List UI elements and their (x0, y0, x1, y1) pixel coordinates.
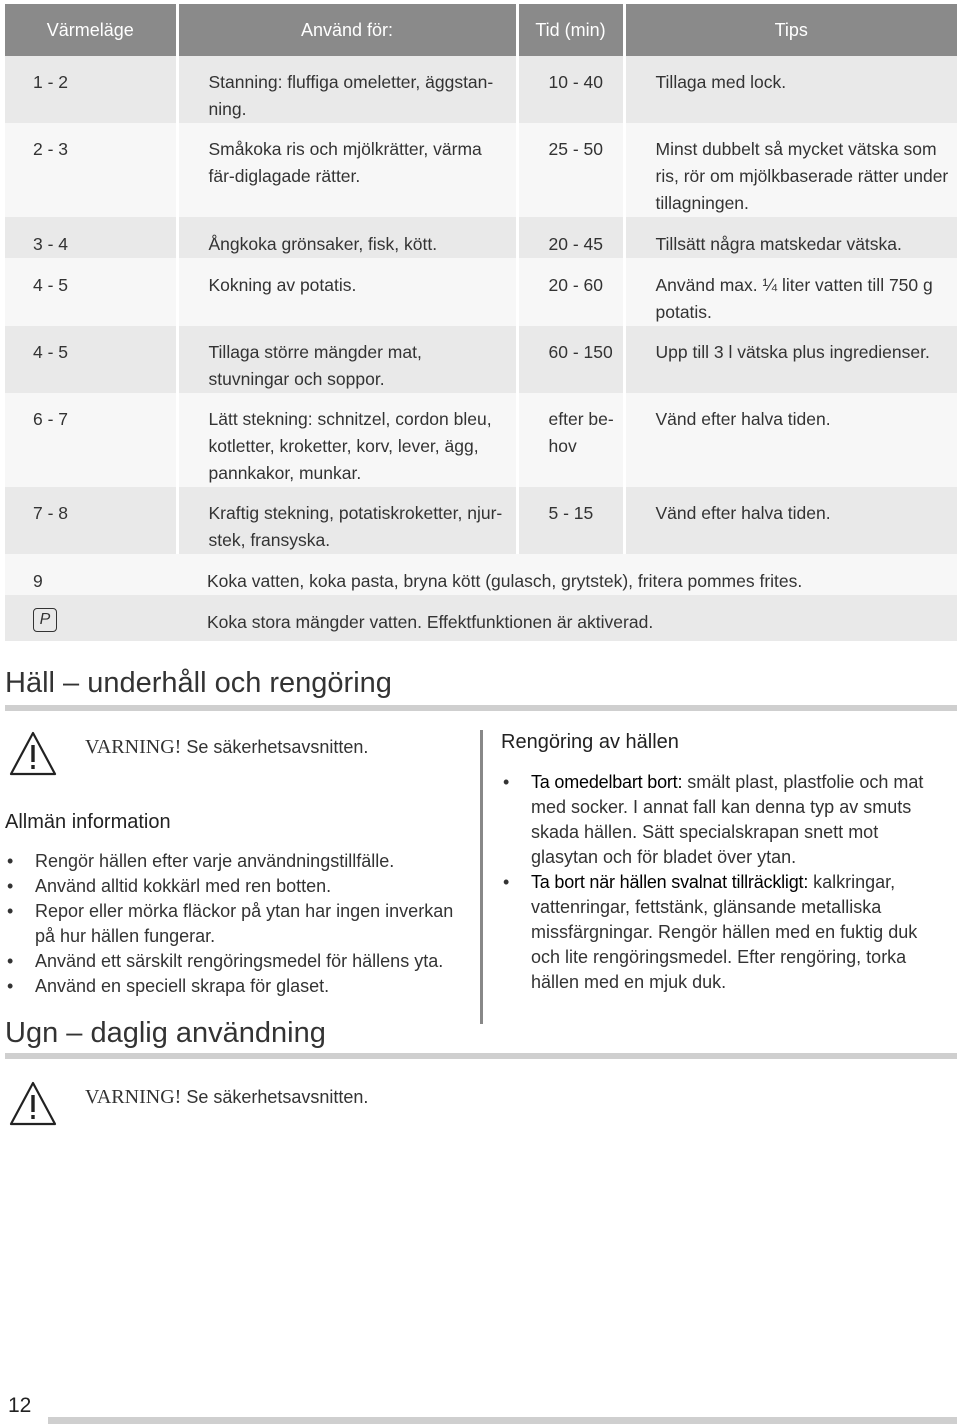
warning-triangle-icon (8, 1080, 58, 1128)
section-rule (5, 705, 957, 711)
item-text: smält plast, plastfolie och mat med socker. I annat fall kan denna typ av smuts skada hällen. Sätt specialskrapan snett mot glasytan och för bladet över ytan. (531, 772, 924, 867)
item-text: kalkringar, vattenringar, fettstänk, glänsande metalliska missfärgningar. Rengör hällen med en fuktig duk och lite rengöringsmedel. Efter rengöring, torka hällen med en mjuk duk. (531, 872, 918, 992)
warning-notice (5, 728, 475, 788)
general-info-title: Allmän information (5, 811, 171, 833)
cell-use: Ångkoka grönsaker, fisk, kött. (177, 217, 517, 258)
cell-time: 10 - 40 (517, 56, 624, 123)
warning-text (85, 1086, 368, 1109)
cell-tips: Vänd efter halva tiden. (624, 393, 957, 487)
list-item: • Använd ett särskilt rengöringsmedel för hällens yta. (5, 949, 465, 974)
cell-tips: Minst dubbelt så mycket vätska som ris, rör om mjölkbaserade rätter under tillagningen. (624, 123, 957, 217)
cell-level: 2 - 3 (5, 123, 177, 217)
section-title-oven-use: Ugn – daglig användning (5, 1017, 326, 1049)
table-row (5, 56, 957, 123)
heat-settings-table (5, 4, 957, 641)
list-item: • Använd en speciell skrapa för glaset. (5, 974, 465, 999)
cell-level: 7 - 8 (5, 487, 177, 554)
section-title-hob-care: Häll – underhåll och rengöring (5, 667, 392, 699)
cell-tips: Vänd efter halva tiden. (624, 487, 957, 554)
power-boost-icon: P (33, 608, 57, 632)
table-row (5, 595, 957, 641)
header-use: Använd för: (177, 4, 517, 56)
cell-tips: Tillsätt några matskedar vätska. (624, 217, 957, 258)
table-row (5, 487, 957, 554)
cell-use: Stanning: fluffiga omeletter, äggstan-ning. (177, 56, 517, 123)
table-row (5, 326, 957, 393)
list-item (501, 870, 946, 995)
cell-level: 4 - 5 (5, 326, 177, 393)
table-header-row (5, 4, 957, 56)
table-row (5, 217, 957, 258)
cleaning-list (501, 770, 946, 995)
cell-use: Koka vatten, koka pasta, bryna kött (gulasch, grytstek), fritera pommes frites. (177, 554, 957, 595)
warning-rest: Se säkerhetsavsnitten. (181, 1087, 369, 1107)
cell-tips: Tillaga med lock. (624, 56, 957, 123)
warning-word: VARNING! (85, 1086, 182, 1108)
cell-use: Koka stora mängder vatten. Effektfunktionen är aktiverad. (177, 595, 957, 641)
warning-word: VARNING! (85, 736, 182, 758)
cell-use: Småkoka ris och mjölkrätter, värma fär-diglagade rätter. (177, 123, 517, 217)
cell-time: 20 - 45 (517, 217, 624, 258)
cell-level: 1 - 2 (5, 56, 177, 123)
warning-text (85, 736, 368, 759)
header-time: Tid (min) (517, 4, 624, 56)
list-item (501, 770, 946, 870)
table-row (5, 258, 957, 326)
item-lead: Ta omedelbart bort: (531, 772, 683, 792)
cell-level (5, 595, 177, 641)
header-level: Värmeläge (5, 4, 177, 56)
cell-use: Lätt stekning: schnitzel, cordon bleu, kotletter, kroketter, korv, lever, ägg, pannkakor, munkar. (177, 393, 517, 487)
header-tips: Tips (624, 4, 957, 56)
table-row (5, 393, 957, 487)
cell-time: 5 - 15 (517, 487, 624, 554)
warning-triangle-icon (8, 730, 58, 778)
cell-use: Tillaga större mängder mat, stuvningar och soppor. (177, 326, 517, 393)
section-rule (5, 1053, 957, 1059)
cell-time: efter be-hov (517, 393, 624, 487)
list-item: • Rengör hällen efter varje användningstillfälle. (5, 849, 465, 874)
general-info-list (5, 849, 465, 999)
cell-level: 6 - 7 (5, 393, 177, 487)
footer-rule (48, 1417, 957, 1424)
cell-level: 4 - 5 (5, 258, 177, 326)
table-row (5, 123, 957, 217)
list-item: • Använd alltid kokkärl med ren botten. (5, 874, 465, 899)
cell-time: 20 - 60 (517, 258, 624, 326)
cell-tips: Använd max. ¼ liter vatten till 750 g potatis. (624, 258, 957, 326)
list-item: • Repor eller mörka fläckor på ytan har ingen inverkan på hur hällen fungerar. (5, 899, 465, 949)
page-number: 12 (8, 1394, 32, 1417)
warning-notice (5, 1078, 475, 1138)
table-row (5, 554, 957, 595)
warning-rest: Se säkerhetsavsnitten. (181, 737, 369, 757)
cell-time: 60 - 150 (517, 326, 624, 393)
cell-use: Kraftig stekning, potatiskroketter, njur-stek, fransyska. (177, 487, 517, 554)
cell-level: 3 - 4 (5, 217, 177, 258)
column-divider (480, 730, 483, 1024)
cell-level: 9 (5, 554, 177, 595)
item-lead: Ta bort när hällen svalnat tillräckligt: (531, 872, 809, 892)
cleaning-title: Rengöring av hällen (501, 731, 679, 753)
cell-use: Kokning av potatis. (177, 258, 517, 326)
cell-tips: Upp till 3 l vätska plus ingredienser. (624, 326, 957, 393)
cell-time: 25 - 50 (517, 123, 624, 217)
